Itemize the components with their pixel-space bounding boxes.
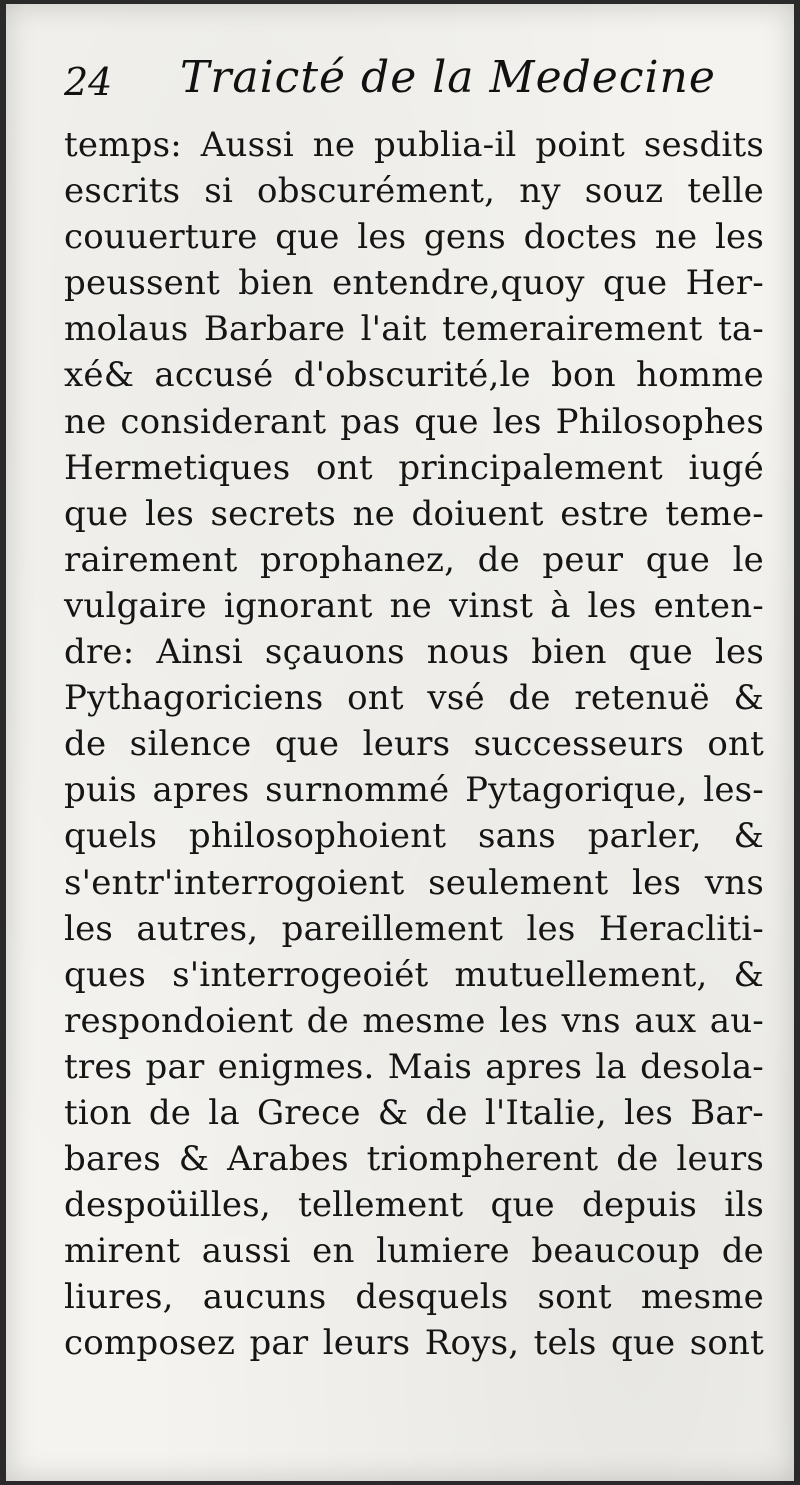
text-line: peussent bien entendre,quoy que Her-	[64, 263, 764, 304]
text-line: ques s'interrogeoiét mutuellement, &	[64, 954, 764, 995]
text-line: quels philosophoient sans parler, &	[64, 816, 764, 857]
text-line: molaus Barbare l'ait temerairement ta-	[64, 309, 764, 350]
text-line: tion de la Grece & de l'Italie, les Bar-	[64, 1092, 764, 1133]
text-line: despoüilles, tellement que depuis ils	[64, 1185, 764, 1226]
text-line: couuerture que les gens doctes ne les	[64, 217, 764, 258]
text-line: temps: Aussi ne publia-il point sesdits	[64, 125, 764, 165]
running-head	[64, 52, 764, 112]
text-line: ne considerant pas que les Philosophes	[64, 401, 764, 442]
text-line: composez par leurs Roys, tels que sont	[64, 1323, 764, 1364]
body-text	[64, 122, 764, 1367]
text-line: rairement prophanez, de peur que le	[64, 539, 764, 580]
text-line: puis apres surnommé Pytagorique, les-	[64, 770, 764, 811]
text-line: respondoient de mesme les vns aux au-	[64, 1000, 764, 1041]
text-line: que les secrets ne doiuent estre teme-	[64, 493, 764, 534]
text-line: mirent aussi en lumiere beaucoup de	[64, 1231, 764, 1272]
text-line: escrits si obscurément, ny souz telle	[64, 171, 764, 212]
text-line: tres par enigmes. Mais apres la desola-	[64, 1046, 764, 1087]
running-title: Traicté de la Medecine	[180, 52, 716, 103]
text-line: liures, aucuns desquels sont mesme	[64, 1277, 764, 1318]
text-line: xé& accusé d'obscurité,le bon homme	[64, 355, 764, 396]
text-line: de silence que leurs successeurs ont	[64, 724, 764, 765]
text-line: Pythagoriciens ont vsé de retenuë &	[64, 678, 764, 719]
text-line: s'entr'interrogoient seulement les vns	[64, 862, 764, 903]
text-line: les autres, pareillement les Heracliti-	[64, 908, 764, 949]
text-line: bares & Arabes triompherent de leurs	[64, 1139, 764, 1180]
page-number: 24	[64, 60, 113, 104]
text-line: dre: Ainsi sçauons nous bien que les	[64, 632, 764, 673]
text-line: vulgaire ignorant ne vinst à les enten-	[64, 585, 764, 626]
book-page	[6, 4, 794, 1481]
text-line: Hermetiques ont principalement iugé	[64, 447, 764, 488]
